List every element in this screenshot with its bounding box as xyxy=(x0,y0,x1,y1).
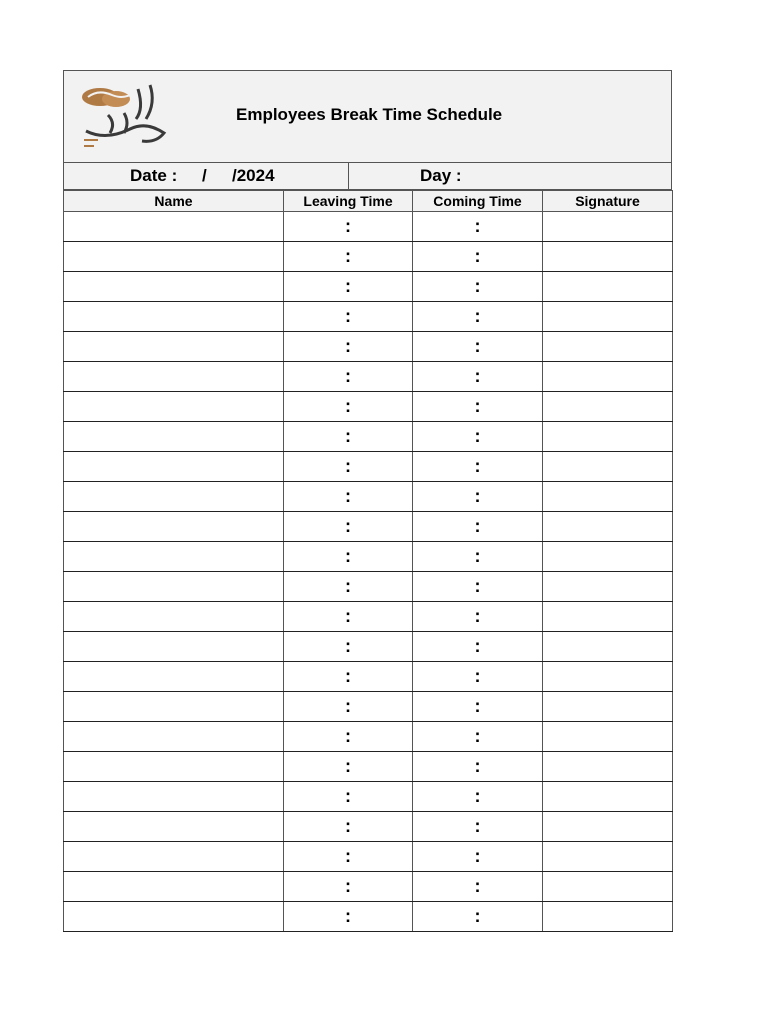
signature-cell[interactable] xyxy=(543,722,673,752)
name-cell[interactable] xyxy=(64,302,284,332)
name-cell[interactable] xyxy=(64,902,284,932)
leaving-time-cell[interactable]: : xyxy=(284,362,413,392)
leaving-time-cell[interactable]: : xyxy=(284,662,413,692)
leaving-time-cell[interactable]: : xyxy=(284,782,413,812)
leaving-time-cell[interactable]: : xyxy=(284,722,413,752)
name-cell[interactable] xyxy=(64,662,284,692)
coming-time-cell[interactable]: : xyxy=(413,452,543,482)
leaving-time-cell[interactable]: : xyxy=(284,812,413,842)
table-row xyxy=(64,692,673,722)
table-row xyxy=(64,782,673,812)
coming-time-cell[interactable]: : xyxy=(413,662,543,692)
table-row xyxy=(64,452,673,482)
coming-time-cell[interactable]: : xyxy=(413,542,543,572)
signature-cell[interactable] xyxy=(543,422,673,452)
table-body xyxy=(64,212,673,932)
table-row xyxy=(64,422,673,452)
leaving-time-cell[interactable]: : xyxy=(284,212,413,242)
leaving-time-cell[interactable]: : xyxy=(284,422,413,452)
leaving-time-cell[interactable]: : xyxy=(284,482,413,512)
coming-time-cell[interactable]: : xyxy=(413,752,543,782)
coming-time-cell[interactable]: : xyxy=(413,362,543,392)
name-cell[interactable] xyxy=(64,422,284,452)
name-cell[interactable] xyxy=(64,602,284,632)
coming-time-cell[interactable]: : xyxy=(413,572,543,602)
name-cell[interactable] xyxy=(64,842,284,872)
name-cell[interactable] xyxy=(64,812,284,842)
signature-cell[interactable] xyxy=(543,242,673,272)
signature-cell[interactable] xyxy=(543,452,673,482)
table-row xyxy=(64,392,673,422)
leaving-time-cell[interactable]: : xyxy=(284,272,413,302)
column-header-name: Name xyxy=(64,191,284,212)
name-cell[interactable] xyxy=(64,242,284,272)
name-cell[interactable] xyxy=(64,782,284,812)
name-cell[interactable] xyxy=(64,482,284,512)
coming-time-cell[interactable]: : xyxy=(413,302,543,332)
signature-cell[interactable] xyxy=(543,812,673,842)
name-cell[interactable] xyxy=(64,392,284,422)
signature-cell[interactable] xyxy=(543,782,673,812)
table-row xyxy=(64,602,673,632)
name-cell[interactable] xyxy=(64,362,284,392)
table-row xyxy=(64,332,673,362)
signature-cell[interactable] xyxy=(543,482,673,512)
day-label: Day : xyxy=(420,166,462,185)
table-row xyxy=(64,212,673,242)
coming-time-cell[interactable]: : xyxy=(413,512,543,542)
table-header-row xyxy=(64,191,673,212)
date-row-divider xyxy=(348,163,349,189)
leaving-time-cell[interactable]: : xyxy=(284,632,413,662)
name-cell[interactable] xyxy=(64,452,284,482)
name-cell[interactable] xyxy=(64,692,284,722)
coming-time-cell[interactable]: : xyxy=(413,632,543,662)
leaving-time-cell[interactable]: : xyxy=(284,602,413,632)
table-row xyxy=(64,752,673,782)
coming-time-cell[interactable]: : xyxy=(413,212,543,242)
table-row xyxy=(64,542,673,572)
leaving-time-cell[interactable]: : xyxy=(284,392,413,422)
leaving-time-cell[interactable]: : xyxy=(284,872,413,902)
coming-time-cell[interactable]: : xyxy=(413,842,543,872)
coming-time-cell[interactable]: : xyxy=(413,782,543,812)
leaving-time-cell[interactable]: : xyxy=(284,902,413,932)
leaving-time-cell[interactable]: : xyxy=(284,332,413,362)
leaving-time-cell[interactable]: : xyxy=(284,302,413,332)
schedule-table xyxy=(63,190,673,932)
date-row xyxy=(63,163,672,190)
table-row xyxy=(64,662,673,692)
signature-cell[interactable] xyxy=(543,512,673,542)
leaving-time-cell[interactable]: : xyxy=(284,512,413,542)
signature-cell[interactable] xyxy=(543,602,673,632)
coming-time-cell[interactable]: : xyxy=(413,242,543,272)
coming-time-cell[interactable]: : xyxy=(413,392,543,422)
schedule-sheet xyxy=(63,70,672,932)
table-row xyxy=(64,272,673,302)
page-title: Employees Break Time Schedule xyxy=(236,105,503,124)
table-row xyxy=(64,632,673,662)
signature-cell[interactable] xyxy=(543,212,673,242)
signature-cell[interactable] xyxy=(543,272,673,302)
table-row xyxy=(64,842,673,872)
name-cell[interactable] xyxy=(64,722,284,752)
signature-cell[interactable] xyxy=(543,692,673,722)
table-row xyxy=(64,482,673,512)
coming-time-cell[interactable]: : xyxy=(413,482,543,512)
name-cell[interactable] xyxy=(64,572,284,602)
name-cell[interactable] xyxy=(64,212,284,242)
coming-time-cell[interactable]: : xyxy=(413,872,543,902)
coming-time-cell[interactable]: : xyxy=(413,332,543,362)
table-row xyxy=(64,242,673,272)
table-row xyxy=(64,902,673,932)
signature-cell[interactable] xyxy=(543,572,673,602)
leaving-time-cell[interactable]: : xyxy=(284,242,413,272)
name-cell[interactable] xyxy=(64,542,284,572)
coming-time-cell[interactable]: : xyxy=(413,602,543,632)
company-logo xyxy=(78,79,178,155)
leaving-time-cell[interactable]: : xyxy=(284,692,413,722)
date-label: Date : xyxy=(130,166,178,185)
coming-time-cell[interactable]: : xyxy=(413,722,543,752)
table-row xyxy=(64,512,673,542)
signature-cell[interactable] xyxy=(543,332,673,362)
coming-time-cell[interactable]: : xyxy=(413,902,543,932)
name-cell[interactable] xyxy=(64,752,284,782)
signature-cell[interactable] xyxy=(543,872,673,902)
table-row xyxy=(64,722,673,752)
signature-cell[interactable] xyxy=(543,752,673,782)
signature-cell[interactable] xyxy=(543,662,673,692)
header xyxy=(63,70,672,163)
leaving-time-cell[interactable]: : xyxy=(284,752,413,782)
name-cell[interactable] xyxy=(64,872,284,902)
signature-cell[interactable] xyxy=(543,902,673,932)
date-year: /2024 xyxy=(232,166,275,185)
table-row xyxy=(64,362,673,392)
leaving-time-cell[interactable]: : xyxy=(284,842,413,872)
name-cell[interactable] xyxy=(64,332,284,362)
name-cell[interactable] xyxy=(64,512,284,542)
column-header-coming-time: Coming Time xyxy=(413,191,543,212)
signature-cell[interactable] xyxy=(543,542,673,572)
table-row xyxy=(64,872,673,902)
signature-cell[interactable] xyxy=(543,842,673,872)
table-row xyxy=(64,812,673,842)
name-cell[interactable] xyxy=(64,272,284,302)
column-header-signature: Signature xyxy=(543,191,673,212)
signature-cell[interactable] xyxy=(543,302,673,332)
leaving-time-cell[interactable]: : xyxy=(284,542,413,572)
coming-time-cell[interactable]: : xyxy=(413,692,543,722)
coming-time-cell[interactable]: : xyxy=(413,812,543,842)
signature-cell[interactable] xyxy=(543,362,673,392)
leaving-time-cell[interactable]: : xyxy=(284,572,413,602)
table-row xyxy=(64,302,673,332)
date-separator: / xyxy=(202,166,207,185)
coming-time-cell[interactable]: : xyxy=(413,272,543,302)
column-header-leaving-time: Leaving Time xyxy=(284,191,413,212)
table-row xyxy=(64,572,673,602)
signature-cell[interactable] xyxy=(543,632,673,662)
leaving-time-cell[interactable]: : xyxy=(284,452,413,482)
signature-cell[interactable] xyxy=(543,392,673,422)
coming-time-cell[interactable]: : xyxy=(413,422,543,452)
name-cell[interactable] xyxy=(64,632,284,662)
